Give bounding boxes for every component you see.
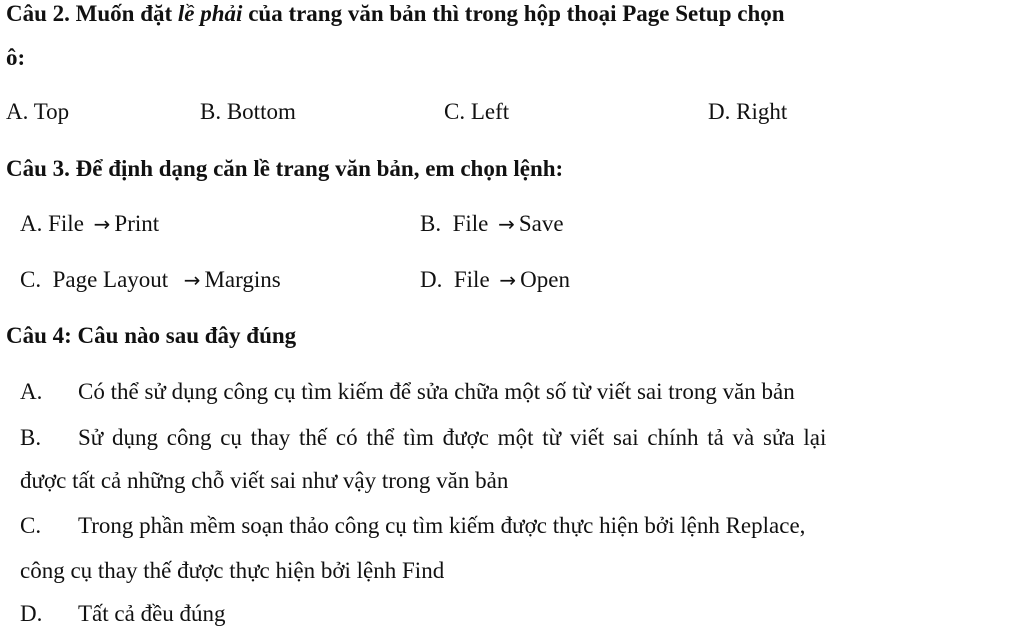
q4-title: Câu 4: Câu nào sau đây đúng <box>6 323 297 348</box>
q2-option-c: C. Left <box>444 99 510 124</box>
command-name: Save <box>518 211 564 236</box>
option-label: C. <box>20 267 42 292</box>
q3-title: Câu 3. Để định dạng căn lề trang văn bản, em chọn lệnh: <box>6 156 564 181</box>
q2-title-part1: Câu 2. Muốn đặt <box>6 1 178 26</box>
q2-title <box>6 0 785 28</box>
q4-option-c <box>20 512 805 540</box>
arrow-right-icon: → <box>499 268 517 292</box>
menu-name: Page Layout <box>52 267 169 292</box>
q2-option-a: A. Top <box>6 99 70 124</box>
q3-option-b <box>420 210 564 238</box>
option-label: D. <box>20 601 43 626</box>
option-label: A. <box>20 379 43 404</box>
q2-title-italic: lề phải <box>177 1 243 26</box>
q4-option-d <box>20 600 226 628</box>
q4-option-b-continuation: được tất cả những chỗ viết sai như vậy trong văn bản <box>20 468 509 493</box>
menu-name: File <box>48 211 84 236</box>
q2-title-continuation: ô: <box>6 45 26 70</box>
menu-name: File <box>453 267 490 292</box>
option-label: D. <box>420 267 443 292</box>
q2-option-b: B. Bottom <box>200 99 296 124</box>
arrow-right-icon: → <box>183 268 201 292</box>
command-name: Print <box>114 211 160 236</box>
q4-option-a <box>20 378 795 406</box>
q3-option-a <box>20 210 159 238</box>
command-name: Open <box>520 267 570 292</box>
option-text: Sử dụng công cụ thay thế có thể tìm được một từ viết sai chính tả và sửa lại <box>78 425 827 450</box>
command-name: Margins <box>204 267 281 292</box>
q3-option-c <box>20 266 281 294</box>
option-text: Trong phần mềm soạn thảo công cụ tìm kiếm được thực hiện bởi lệnh Replace, <box>78 513 806 538</box>
arrow-right-icon: → <box>93 212 111 236</box>
option-label: A. <box>20 211 43 236</box>
option-text: Tất cả đều đúng <box>78 601 226 626</box>
option-label: B. <box>20 425 42 450</box>
q4-option-c-continuation: công cụ thay thế được thực hiện bởi lệnh Find <box>20 558 445 583</box>
q3-option-d <box>420 266 570 294</box>
q4-option-b <box>20 424 826 452</box>
menu-name: File <box>452 211 489 236</box>
option-text: Có thể sử dụng công cụ tìm kiếm để sửa chữa một số từ viết sai trong văn bản <box>78 379 795 404</box>
q2-title-part2: của trang văn bản thì trong hộp thoại Page Setup chọn <box>242 1 785 26</box>
q2-option-d: D. Right <box>708 99 788 124</box>
arrow-right-icon: → <box>498 212 515 236</box>
option-label: B. <box>420 211 442 236</box>
option-label: C. <box>20 513 42 538</box>
